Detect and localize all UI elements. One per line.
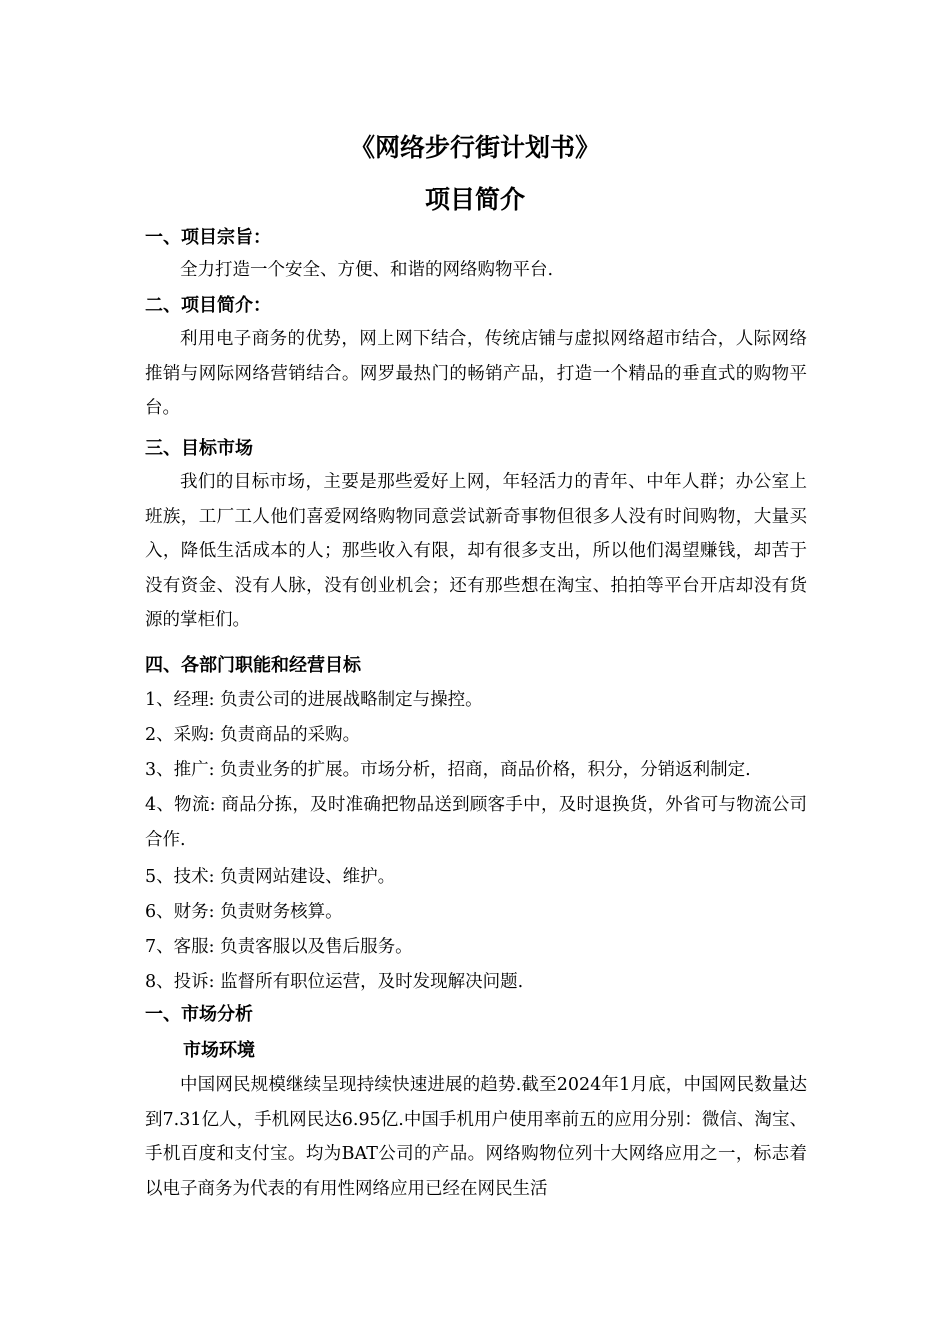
section-body-purpose: 全力打造一个安全、方便、和谐的网络购物平台. [180,260,554,280]
department-item: 4、物流: 商品分拣，及时准确把物品送到顾客手中，及时退换货，外省可与物流公司合作. [145,795,807,850]
department-item: 8、投诉: 监督所有职位运营，及时发现解决问题. [145,972,524,992]
department-item: 2、采购: 负责商品的采购。 [145,725,361,745]
department-item: 6、财务: 负责财务核算。 [145,902,343,922]
document-title: 《网络步行街计划书》 [349,133,600,162]
subheading-market-environment: 市场环境 [183,1040,255,1061]
section-body-intro: 利用电子商务的优势，网上网下结合，传统店铺与虚拟网络超市结合，人际网络推销与网际网络营销结合。网罗最热门的畅销产品，打造一个精品的垂直式的购物平台。 [145,329,807,418]
section-heading-target-market: 三、目标市场 [145,438,253,459]
section-heading-departments: 四、各部门职能和经营目标 [145,655,361,676]
department-item: 1、经理: 负责公司的进展战略制定与操控。 [145,690,483,710]
department-item: 3、推广: 负责业务的扩展。市场分析，招商，商品价格，积分，分销返利制定. [145,760,751,780]
section-body-market-environment: 中国网民规模继续呈现持续快速进展的趋势.截至2024年1月底，中国网民数量达到7.31亿人，手机网民达6.95亿.中国手机用户使用率前五的应用分别：微信、淘宝、手机百度和支付宝。均为BAT公司的产品。网络购物位列十大网络应用之一，标志着以电子商务为代表的有用性网络应用已经在网民生活 [145,1075,807,1199]
section-heading-intro: 二、项目简介： [145,295,271,316]
department-item: 5、技术: 负责网站建设、维护。 [145,867,396,887]
section-heading-market-analysis: 一、市场分析 [145,1004,253,1025]
department-item: 7、客服: 负责客服以及售后服务。 [145,937,413,957]
section-heading-purpose: 一、项目宗旨： [145,227,271,248]
document-subtitle: 项目简介 [424,185,525,214]
section-body-target-market: 我们的目标市场，主要是那些爱好上网，年轻活力的青年、中年人群；办公室上班族，工厂工人他们喜爱网络购物同意尝试新奇事物但很多人没有时间购物，大量买入，降低生活成本的人；那些收入有限，却有很多支出，所以他们渴望赚钱，却苦于没有资金、没有人脉，没有创业机会；还有那些想在淘宝、拍拍等平台开店却没有货源的掌柜们。 [145,472,807,630]
